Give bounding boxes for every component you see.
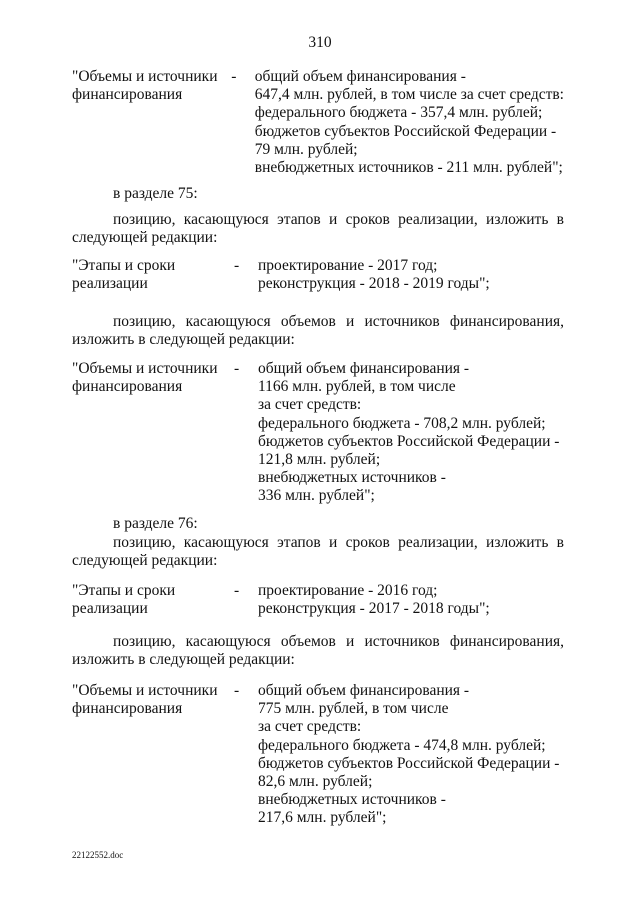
entry-dash: - bbox=[234, 257, 240, 274]
entry-value bbox=[258, 257, 564, 293]
paragraph-line: позицию, касающуюся объемов и источников финансирования, bbox=[113, 633, 564, 650]
entry-value bbox=[258, 582, 564, 618]
value-line: 775 млн. рублей, в том числе bbox=[258, 700, 449, 718]
funding-paragraph bbox=[72, 313, 564, 349]
paragraph-line: следующей редакции: bbox=[72, 229, 218, 247]
label-line: "Объемы и источники bbox=[72, 68, 218, 85]
entry-label bbox=[72, 68, 231, 177]
label-line: "Объемы и источники bbox=[72, 682, 218, 699]
label-line: реализации bbox=[72, 600, 148, 618]
paragraph-line: изложить в следующей редакции: bbox=[72, 651, 295, 669]
value-line: бюджетов субъектов Российской Федерации - bbox=[254, 122, 557, 140]
value-line: общий объем финансирования - bbox=[254, 68, 466, 85]
entry-dash: - bbox=[234, 360, 240, 377]
value-line: бюджетов субъектов Российской Федерации - bbox=[258, 754, 560, 772]
label-line: "Этапы и сроки bbox=[72, 582, 176, 599]
label-line: реализации bbox=[72, 275, 148, 293]
stages-entry bbox=[72, 257, 564, 293]
section-heading: в разделе 76: bbox=[113, 515, 198, 532]
label-line: финансирования bbox=[72, 378, 183, 396]
entry-dash: - bbox=[234, 582, 240, 599]
value-line: федерального бюджета - 357,4 млн. рублей; bbox=[254, 104, 543, 122]
stages-paragraph bbox=[72, 534, 564, 570]
value-line: внебюджетных источников - bbox=[258, 791, 446, 809]
value-line: бюджетов субъектов Российской Федерации - bbox=[258, 432, 560, 450]
value-line: 82,6 млн. рублей; bbox=[258, 772, 373, 790]
label-line: финансирования bbox=[72, 700, 183, 718]
value-line: 1166 млн. рублей, в том числе bbox=[258, 378, 456, 396]
value-line: за счет средств: bbox=[258, 718, 362, 736]
value-line: федерального бюджета - 474,8 млн. рублей; bbox=[258, 736, 546, 754]
value-line: общий объем финансирования - bbox=[258, 682, 470, 699]
paragraph-line: позицию, касающуюся этапов и сроков реализации, изложить в bbox=[113, 211, 564, 228]
value-line: реконструкция - 2017 - 2018 годы"; bbox=[258, 600, 490, 618]
value-line: за счет средств: bbox=[258, 396, 362, 414]
label-line: финансирования bbox=[72, 86, 183, 104]
value-line: 217,6 млн. рублей"; bbox=[258, 809, 387, 827]
value-line: 647,4 млн. рублей, в том числе за счет средств: bbox=[254, 86, 564, 104]
value-line: 79 млн. рублей; bbox=[254, 140, 358, 158]
stages-entry bbox=[72, 582, 564, 618]
label-line: "Объемы и источники bbox=[72, 360, 218, 377]
paragraph-line: следующей редакции: bbox=[72, 552, 218, 570]
stages-paragraph bbox=[72, 211, 564, 247]
entry-label bbox=[72, 360, 234, 506]
entry-label bbox=[72, 257, 234, 293]
label-line: "Этапы и сроки bbox=[72, 257, 176, 274]
paragraph-line: позицию, касающуюся объемов и источников финансирования, bbox=[113, 313, 564, 330]
value-line: федерального бюджета - 708,2 млн. рублей; bbox=[258, 414, 546, 432]
value-line: общий объем финансирования - bbox=[258, 360, 470, 377]
entry-dash: - bbox=[231, 68, 237, 85]
value-line: внебюджетных источников - bbox=[258, 469, 446, 487]
funding-entry bbox=[72, 682, 564, 828]
value-line: реконструкция - 2018 - 2019 годы"; bbox=[258, 275, 490, 293]
funding-paragraph bbox=[72, 633, 564, 669]
paragraph-line: позицию, касающуюся этапов и сроков реализации, изложить в bbox=[113, 534, 564, 551]
page-number: 310 bbox=[308, 34, 332, 51]
file-name-footer: 22122552.doc bbox=[72, 850, 124, 860]
entry-dash: - bbox=[234, 682, 240, 699]
entry-value bbox=[255, 68, 564, 177]
entry-label bbox=[72, 682, 234, 828]
value-line: 336 млн. рублей"; bbox=[258, 487, 375, 505]
entry-value bbox=[258, 360, 564, 506]
funding-entry bbox=[72, 360, 564, 506]
paragraph-line: изложить в следующей редакции: bbox=[72, 331, 295, 349]
section-heading: в разделе 75: bbox=[113, 185, 198, 202]
entry-label bbox=[72, 582, 234, 618]
value-line: проектирование - 2017 год; bbox=[258, 257, 438, 274]
value-line: внебюджетных источников - 211 млн. рублей"; bbox=[254, 158, 563, 176]
funding-entry bbox=[72, 68, 564, 177]
entry-value bbox=[258, 682, 564, 828]
value-line: 121,8 млн. рублей; bbox=[258, 450, 381, 468]
value-line: проектирование - 2016 год; bbox=[258, 582, 438, 599]
